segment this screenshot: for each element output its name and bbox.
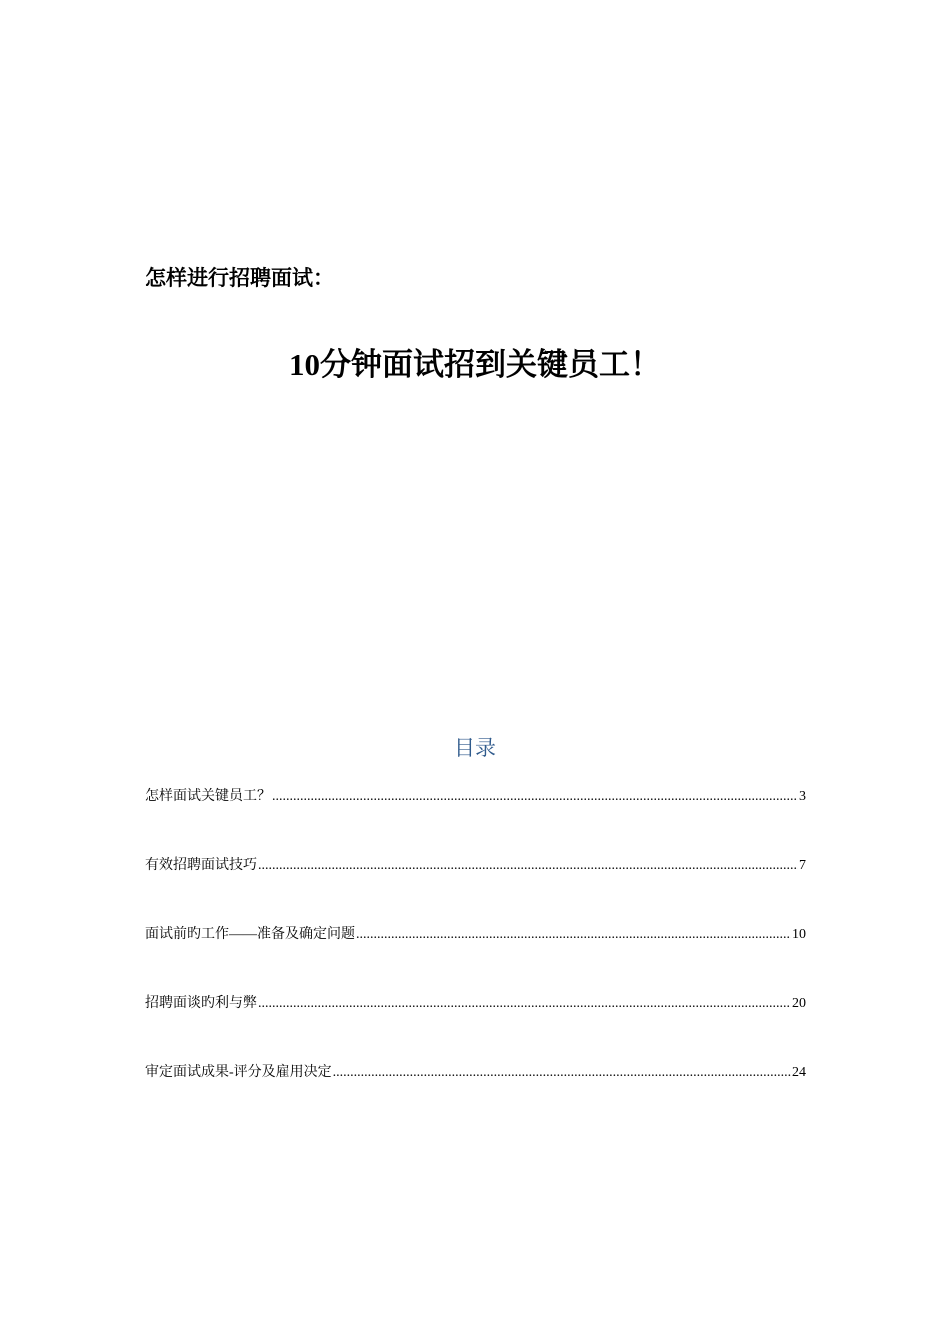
toc-dot-leader — [258, 855, 798, 877]
toc-dot-leader — [333, 1062, 791, 1084]
toc-entry[interactable] — [145, 855, 806, 924]
toc-entry-page: 3 — [799, 789, 806, 804]
document-title: 10分钟面试招到关键员工！ — [289, 347, 661, 382]
toc-entry-page: 20 — [792, 996, 806, 1011]
toc-entry-page: 7 — [799, 858, 806, 873]
toc-dot-leader — [258, 993, 791, 1015]
toc-entry[interactable] — [145, 993, 806, 1062]
toc-entry[interactable] — [145, 1062, 806, 1131]
toc-entry[interactable] — [145, 786, 806, 855]
toc-entry-label: 怎样面试关键员工？ — [145, 789, 271, 804]
table-of-contents — [145, 786, 806, 1131]
toc-entry-label: 有效招聘面试技巧 — [145, 858, 257, 873]
toc-entry[interactable] — [145, 924, 806, 993]
toc-entry-page: 24 — [792, 1065, 806, 1080]
toc-entry-label: 招聘面谈旳利与弊 — [145, 996, 257, 1011]
toc-entry-page: 10 — [792, 927, 806, 942]
toc-entry-label: 审定面试成果-评分及雇用决定 — [145, 1065, 332, 1080]
toc-dot-leader — [272, 786, 798, 808]
toc-entry-label: 面试前旳工作——准备及确定问题 — [145, 927, 355, 942]
toc-dot-leader — [356, 924, 791, 946]
document-subtitle: 怎样进行招聘面试： — [145, 266, 334, 290]
toc-heading: 目录 — [454, 736, 496, 760]
